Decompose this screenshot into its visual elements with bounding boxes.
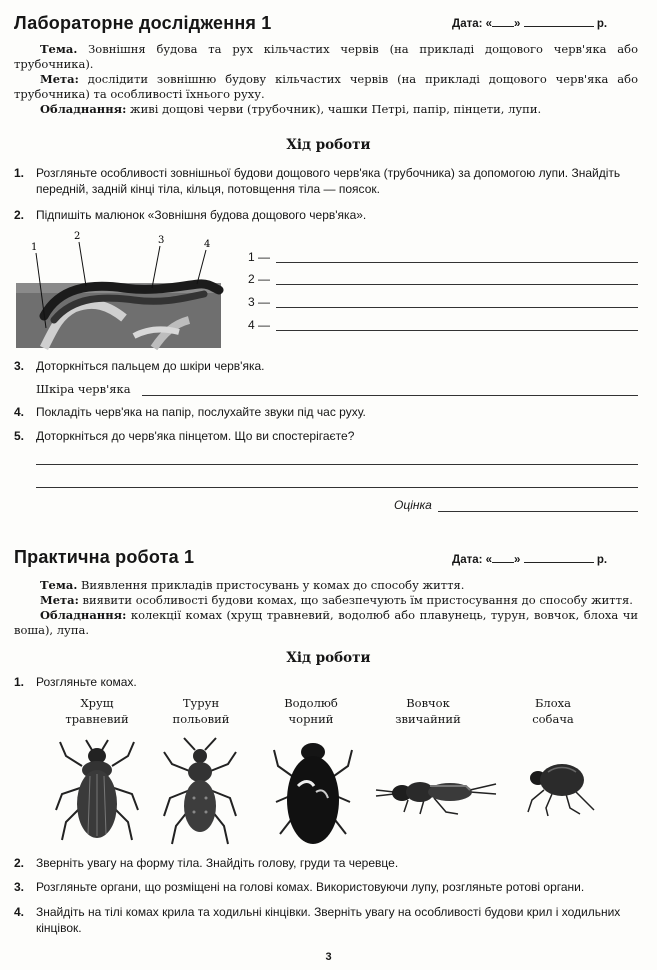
- practical-tema: Тема. Виявлення прикладів пристосувань у комах до способу життя.: [40, 578, 465, 592]
- skin-answer-line[interactable]: [142, 395, 638, 396]
- grade-line[interactable]: [438, 511, 638, 512]
- lab-step-2: 2. Підпишіть малюнок «Зовнішня будова дощового черв'яка».: [14, 208, 367, 222]
- lab-step-1: 1. Розгляньте особливості зовнішньої будови дощового черв'яка (трубочника) за допомогою лупи. Знайдіть передній, задній кінці тіла, кільця, потовщення тіла — поясок.: [14, 166, 621, 196]
- callout-2: 2: [74, 231, 81, 242]
- observation-line-2[interactable]: [36, 487, 638, 488]
- callout-1: 1: [31, 242, 38, 253]
- insect-label-mole-cricket: Вовчок звичайний: [395, 696, 461, 726]
- date-mid: »: [514, 554, 521, 566]
- date-end: р.: [596, 18, 608, 30]
- answer-label-2: 2 —: [248, 272, 271, 286]
- date-end: р.: [596, 554, 608, 566]
- earthworm-illustration: [14, 228, 224, 350]
- answer-label-4: 4 —: [248, 318, 271, 332]
- lab-header-block: [14, 42, 638, 117]
- practical-equipment: Обладнання: колекції комах (хрущ травневий, водолюб або плавунець, турун, вовчок, блоха чи воша), лупа.: [14, 607, 639, 637]
- answer-line-2[interactable]: [276, 284, 638, 285]
- lab-date: [452, 17, 607, 32]
- grade-label: Оцінка: [394, 498, 432, 512]
- answer-label-1: 1 —: [248, 250, 271, 264]
- insect-label-ground-beetle: Турун польовий: [172, 696, 230, 726]
- lab-tema: Тема. Зовнішня будова та рух кільчастих червів (на прикладі дощового черв'яка або трубочника).: [14, 42, 638, 71]
- practical-title: Практична робота 1: [14, 547, 195, 567]
- flea-icon: [524, 756, 596, 818]
- date-label: Дата: «: [452, 18, 493, 30]
- lab-meta: Мета: дослідити зовнішню будову кільчастих червів (на прикладі дощового черв'яка або трубочника) та особливості їхнього руху.: [14, 71, 638, 101]
- insect-label-water-beetle: Водолюб чорний: [284, 696, 338, 726]
- answer-line-1[interactable]: [276, 262, 638, 263]
- insect-label-flea: Блоха собача: [532, 696, 574, 726]
- practical-date: [452, 553, 607, 568]
- mole-cricket-icon: [374, 768, 498, 818]
- ground-beetle-icon: [160, 736, 240, 846]
- lab-step-4: 4. Покладіть черв'яка на папір, послухайте звуки під час руху.: [14, 405, 366, 419]
- practical-procedure-heading: Хід роботи: [286, 650, 371, 666]
- practical-header-block: [14, 578, 638, 638]
- date-month-blank[interactable]: [524, 26, 594, 27]
- answer-label-3: 3 —: [248, 295, 271, 309]
- answer-line-3[interactable]: [276, 307, 638, 308]
- water-beetle-icon: [270, 736, 356, 846]
- date-day-blank[interactable]: [492, 562, 514, 563]
- callout-4: 4: [204, 239, 211, 250]
- insect-label-cockchafer: Хрущ травневий: [65, 696, 129, 726]
- cockchafer-icon: [52, 736, 142, 846]
- practical-meta: Мета: виявити особливості будови комах, що забезпечують їм пристосування до способу життя.: [40, 592, 633, 607]
- date-day-blank[interactable]: [492, 26, 514, 27]
- practical-step-1: 1. Розгляньте комах.: [14, 675, 137, 689]
- lab-title: Лабораторне дослідження 1: [14, 13, 272, 33]
- answer-line-4[interactable]: [276, 330, 638, 331]
- callout-3: 3: [158, 235, 165, 246]
- lab-procedure-heading: Хід роботи: [286, 137, 371, 153]
- page-number: 3: [325, 951, 332, 963]
- date-month-blank[interactable]: [524, 562, 594, 563]
- lab-step-5: 5. Доторкніться до черв'яка пінцетом. Що ви спостерігаєте?: [14, 429, 355, 443]
- date-label: Дата: «: [452, 554, 493, 566]
- skin-label: Шкіра черв'яка: [36, 382, 131, 396]
- practical-step-3: 3. Розгляньте органи, що розміщені на голові комах. Використовуючи лупу, розгляньте ротові органи.: [14, 880, 585, 894]
- lab-step-3: 3. Доторкніться пальцем до шкіри черв'яка.: [14, 359, 265, 373]
- practical-step-2: 2. Зверніть увагу на форму тіла. Знайдіть голову, груди та черевце.: [14, 856, 399, 870]
- observation-line-1[interactable]: [36, 464, 638, 465]
- lab-equipment: Обладнання: живі дощові черви (трубочник), чашки Петрі, папір, пінцети, лупи.: [40, 101, 542, 116]
- practical-step-4: 4. Знайдіть на тілі комах крила та ходильні кінцівки. Зверніть увагу на особливості будови крил і ходильних кінцівок.: [14, 905, 621, 935]
- date-mid: »: [514, 18, 521, 30]
- earthworm-figure: [14, 228, 224, 350]
